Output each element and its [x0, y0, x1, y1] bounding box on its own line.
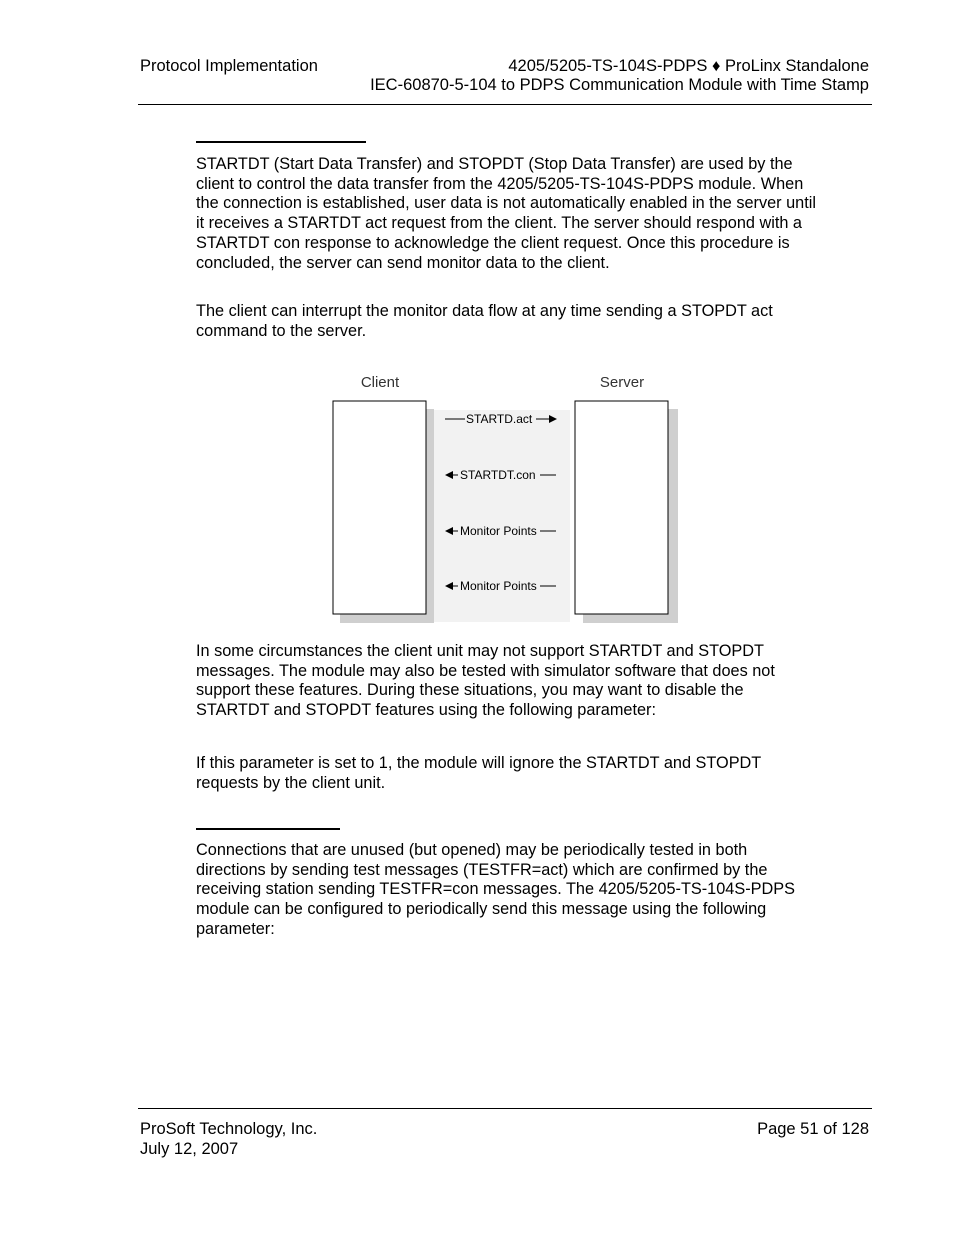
client-box: [333, 401, 426, 614]
header-product-title: [370, 57, 869, 95]
paragraph-testfr: Connections that are unused (but opened) may be periodically tested in both directions by sending test messages (TESTFR=act) which are confirmed by the receiving station sending TESTFR=con messages. The 4205/5205-TS-104S-PDPS module can be configured to periodically send this message using the following parameter:: [196, 841, 795, 938]
footer-page-number: Page 51 of 128: [757, 1120, 869, 1138]
server-box: [575, 401, 668, 614]
message-3-label: Monitor Points: [460, 524, 537, 538]
paragraph-stopdt: The client can interrupt the monitor data flow at any time sending a STOPDT act command to the server.: [196, 302, 773, 340]
header-product-line1: 4205/5205-TS-104S-PDPS ♦ ProLinx Standalone: [508, 57, 869, 75]
server-label: Server: [599, 374, 645, 391]
paragraph-ignore-startdt: If this parameter is set to 1, the module will ignore the STARTDT and STOPDT requests by the client unit.: [196, 754, 761, 792]
header-rule: [138, 104, 872, 105]
section-rule-startdt: [196, 141, 366, 143]
footer-company: ProSoft Technology, Inc.: [140, 1120, 318, 1138]
header-section-title: Protocol Implementation: [140, 57, 318, 75]
paragraph-disable-startdt: In some circumstances the client unit may not support STARTDT and STOPDT messages. The module may also be tested with simulator software that does not support these features. During these situations, you may want to disable the STARTDT and STOPDT features using the following parameter:: [196, 642, 775, 720]
footer-date: July 12, 2007: [140, 1139, 239, 1158]
message-1-label: STARTD.act: [466, 412, 533, 426]
footer-left: [140, 1120, 317, 1159]
footer-rule: [138, 1108, 872, 1109]
message-2-label: STARTDT.con: [460, 468, 536, 482]
startdt-sequence-diagram: [318, 366, 688, 628]
section-rule-testfr: [196, 828, 340, 830]
message-4-label: Monitor Points: [460, 579, 537, 593]
header-product-line2: IEC-60870-5-104 to PDPS Communication Module with Time Stamp: [370, 76, 869, 94]
client-label: Client: [360, 374, 400, 391]
paragraph-startdt-intro: STARTDT (Start Data Transfer) and STOPDT (Stop Data Transfer) are used by the client to control the data transfer from the 4205/5205-TS-104S-PDPS module. When the connection is established, user data is not automatically enabled in the server until it receives a STARTDT act request from the client. The server should respond with a STARTDT con response to acknowledge the client request. Once this procedure is concluded, the server can send monitor data to the client.: [196, 155, 816, 272]
